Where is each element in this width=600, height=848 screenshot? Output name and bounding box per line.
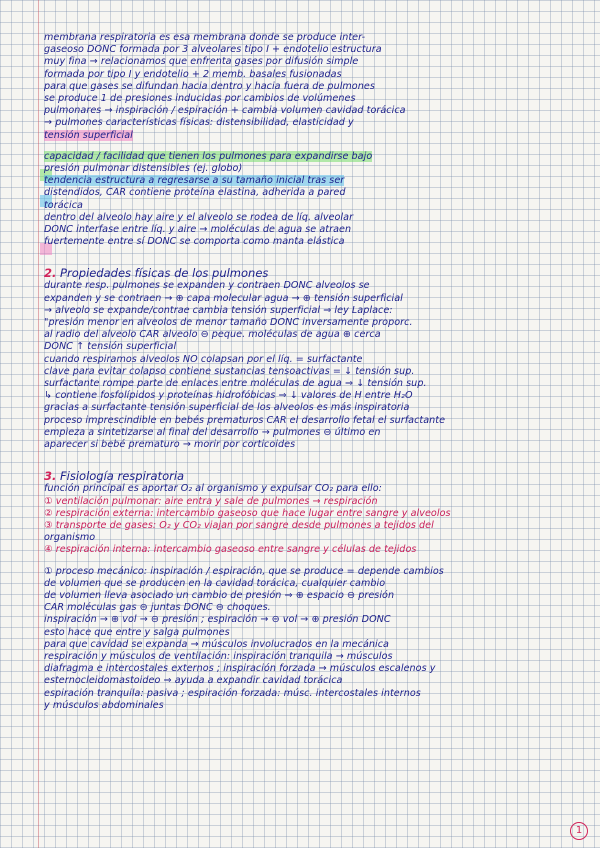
text-line: membrana respiratoria es esa membrana donde se produce inter- [44, 32, 366, 43]
text-line: esto hace que entre y salga pulmones [44, 626, 230, 638]
text-line: cuando respiramos alveolos NO colapsan por el líq. = surfactante [44, 353, 363, 365]
text-line: pulmonares → inspiración / espiración + cambia volumen cavidad torácica [44, 105, 406, 117]
text-line: y músculos abdominales [44, 699, 164, 711]
text-line: durante resp. pulmones se expanden y contraen DONC alveolos se [44, 280, 370, 292]
text-line: esternocleidomastoideo ⇒ ayuda a expandir cavidad torácica [44, 675, 343, 687]
text-line: diafragma e intercostales externos ; inspiración forzada → músculos escalenos y [44, 663, 436, 675]
text-line: "presión menor en alveolos de menor tamaño DONC inversamente proporc. [44, 317, 413, 329]
text-line: torácica [44, 199, 83, 211]
text-line: de volumen que se producen en la cavidad torácica, cualquier cambio [44, 577, 386, 589]
text-line: dentro del alveolo hay aire y el alveolo se rodea de líq. alveolar [44, 211, 354, 223]
section-3 [44, 469, 592, 712]
section-title: Fisiología respiratoria [60, 469, 185, 484]
paragraph-respiratory-membrane [44, 32, 592, 142]
text-line: se produce 1 de presiones inducidas por cambios de volúmenes [44, 93, 356, 105]
text-line: fuertemente entre sí DONC se comporta como manta elástica [44, 236, 345, 248]
text-line: gaseoso DONC formada por 3 alveolares tipo I + endotelio estructura [44, 44, 382, 56]
text-line: para que cavidad se expanda → músculos involucrados en la mecánica [44, 638, 389, 650]
margin-line [38, 0, 39, 848]
section-heading [44, 266, 592, 280]
text-line: gracias a surfactante tensión superficial de los alveolos es más inspiratoria [44, 402, 410, 414]
highlighted-line: tendencia estructura a regresarse a su tamaño inicial tras ser [44, 175, 345, 187]
text-line: de volumen lleva asociado un cambio de presión ⇒ ⊕ espacio ⊖ presión [44, 589, 395, 601]
text-line: empieza a sintetizarse al final del desarrollo → pulmones ⊖ último en [44, 426, 381, 438]
text-line: respiración y músculos de ventilación: inspiración tranquila → músculos [44, 650, 393, 662]
section-number: 2. [44, 266, 57, 281]
text-line: para que gases se difundan hacia dentro y hacia fuera de pulmones [44, 80, 375, 92]
text-line: espiración tranquila: pasiva ; espiración forzada: músc. intercostales internos [44, 687, 421, 699]
text-line: formada por tipo I y endotelio + 2 memb. basales fusionadas [44, 68, 342, 80]
list-item: ② respiración externa: intercambio gaseoso que hace lugar entre sangre y alveolos [44, 507, 451, 519]
text-line: DONC ↑ tensión superficial [44, 341, 177, 353]
text-line: ↳ contiene fosfolípidos y proteínas hidrofóbicas ⇒ ↓ valores de H entre H₂O [44, 390, 413, 402]
text-line: surfactante rompe parte de enlaces entre moléculas de agua ⇒ ↓ tensión sup. [44, 378, 427, 390]
section-number: 3. [44, 469, 57, 484]
text-line: distendidos, CAR contiene proteína elastina, adherida a pared [44, 187, 346, 199]
list-item: ③ transporte de gases: O₂ y CO₂ viajan por sangre desde pulmones a tejidos del [44, 519, 434, 531]
text-line: aparecer si bebé prematuro → morir por corticoides [44, 439, 296, 451]
text-line: clave para evitar colapso contiene sustancias tensoactivas = ↓ tensión sup. [44, 365, 415, 377]
section-heading [44, 469, 592, 483]
list-item: ① ventilación pulmonar: aire entra y sale de pulmones → respiración [44, 495, 378, 507]
text-line: CAR moléculas gas ⊖ juntas DONC ⊖ choques. [44, 602, 271, 614]
text-line: inspiración → ⊕ vol → ⊖ presión ; espiración → ⊖ vol → ⊕ presión DONC [44, 614, 391, 626]
section-2 [44, 266, 592, 451]
text-line: proceso imprescindible en bebés prematuros CAR el desarrollo fetal el surfactante [44, 414, 446, 426]
section-title: Propiedades físicas de los pulmones [60, 266, 269, 281]
text-line: organismo [44, 532, 96, 544]
text-line: presión pulmonar distensibles (ej. globo) [44, 163, 243, 175]
highlighted-term: tensión superficial [44, 129, 133, 141]
text-line: muy fina → relacionamos que enfrenta gases por difusión simple [44, 56, 359, 68]
text-line: función principal es aportar O₂ al organismo y expulsar CO₂ para ello: [44, 483, 382, 495]
text-line: DONC interfase entre líq. y aire → moléculas de agua se atraen [44, 224, 352, 236]
list-item: ④ respiración interna: intercambio gaseoso entre sangre y células de tejidos [44, 544, 417, 556]
page-content [44, 32, 592, 712]
text-line: → pulmones características físicas: distensibilidad, elasticidad y [44, 117, 354, 129]
text-line: al radio del alveolo CAR alveolo ⊖ peque. moléculas de agua ⊕ cerca [44, 329, 381, 341]
highlighted-line: capacidad / facilidad que tienen los pulmones para expandirse bajo [44, 150, 373, 162]
text-line: ① proceso mecánico: inspiración / espiración, que se produce = depende cambios [44, 565, 444, 577]
text-line: expanden y se contraen → ⊕ capa molecular agua → ⊕ tensión superficial [44, 292, 403, 304]
paragraph-lung-properties [44, 151, 592, 249]
page-number: 1 [570, 822, 588, 840]
text-line: → alveolo se expande/contrae cambia tensión superficial ⇒ ley Laplace: [44, 304, 393, 316]
